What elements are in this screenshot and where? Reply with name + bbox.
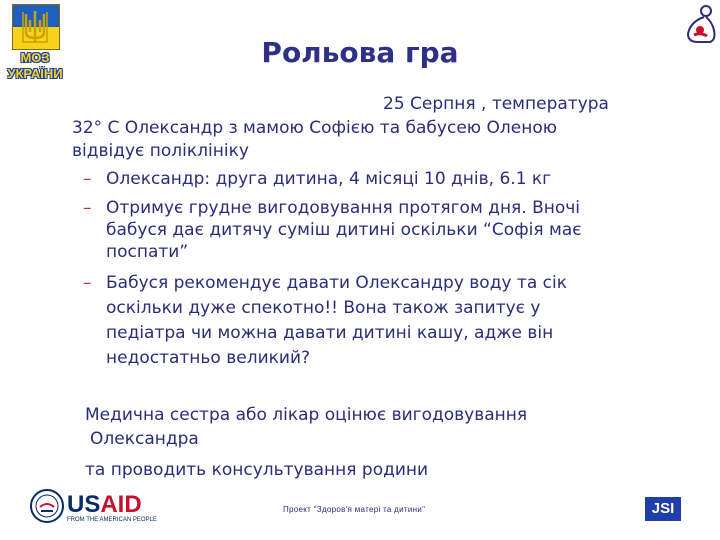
bullet-text: оскільки дуже спекотно!! Вона також запитує у bbox=[106, 298, 541, 318]
bullet-item bbox=[0, 197, 720, 263]
dash-marker: – bbox=[83, 273, 92, 293]
usaid-seal-icon bbox=[30, 489, 64, 523]
bullet-text: педіатра чи можна давати дитині кашу, адже він bbox=[106, 323, 554, 343]
closing-line-2: Олександра bbox=[90, 429, 199, 449]
page-title: Рольова гра bbox=[261, 36, 459, 69]
bullet-text: бабуся дає дитячу суміш дитині оскільки “Софія має bbox=[106, 220, 582, 240]
jsi-logo: JSI bbox=[645, 497, 681, 521]
bullet-item bbox=[0, 272, 720, 368]
logo-text-moz: МОЗ bbox=[20, 50, 50, 65]
project-caption: Проект "Здоров'я матері та дитини" bbox=[283, 505, 426, 514]
bullet-text: Бабуся рекомендує давати Олександру воду та сік bbox=[106, 273, 567, 293]
dash-marker: – bbox=[83, 169, 92, 189]
usaid-logo bbox=[67, 493, 157, 523]
usaid-tagline: FROM THE AMERICAN PEOPLE bbox=[67, 517, 157, 523]
intro-line-visit: 32° С Олександр з мамою Софією та бабусею Оленою bbox=[72, 118, 558, 138]
usaid-us: US bbox=[67, 491, 101, 518]
bullet-item bbox=[0, 168, 720, 190]
dash-marker: – bbox=[83, 198, 92, 218]
bullet-text: недостатньо великий? bbox=[106, 348, 311, 368]
intro-line-date: 25 Серпня , температура bbox=[383, 94, 609, 114]
bullet-text: поспати” bbox=[106, 242, 189, 262]
bullet-text: Олександр: друга дитина, 4 місяці 10 днів, 6.1 кг bbox=[106, 169, 552, 189]
closing-line-1: Медична сестра або лікар оцінює вигодовування bbox=[85, 405, 528, 425]
logo-text-ukrainy: УКРАЇНИ bbox=[7, 66, 63, 81]
closing-line-3: та проводить консультування родини bbox=[85, 460, 429, 480]
intro-line-clinic: відвідує поліклініку bbox=[72, 141, 249, 161]
usaid-aid: AID bbox=[100, 491, 142, 518]
bullet-text: Отримує грудне вигодовування протягом дня. Вночі bbox=[106, 198, 581, 218]
